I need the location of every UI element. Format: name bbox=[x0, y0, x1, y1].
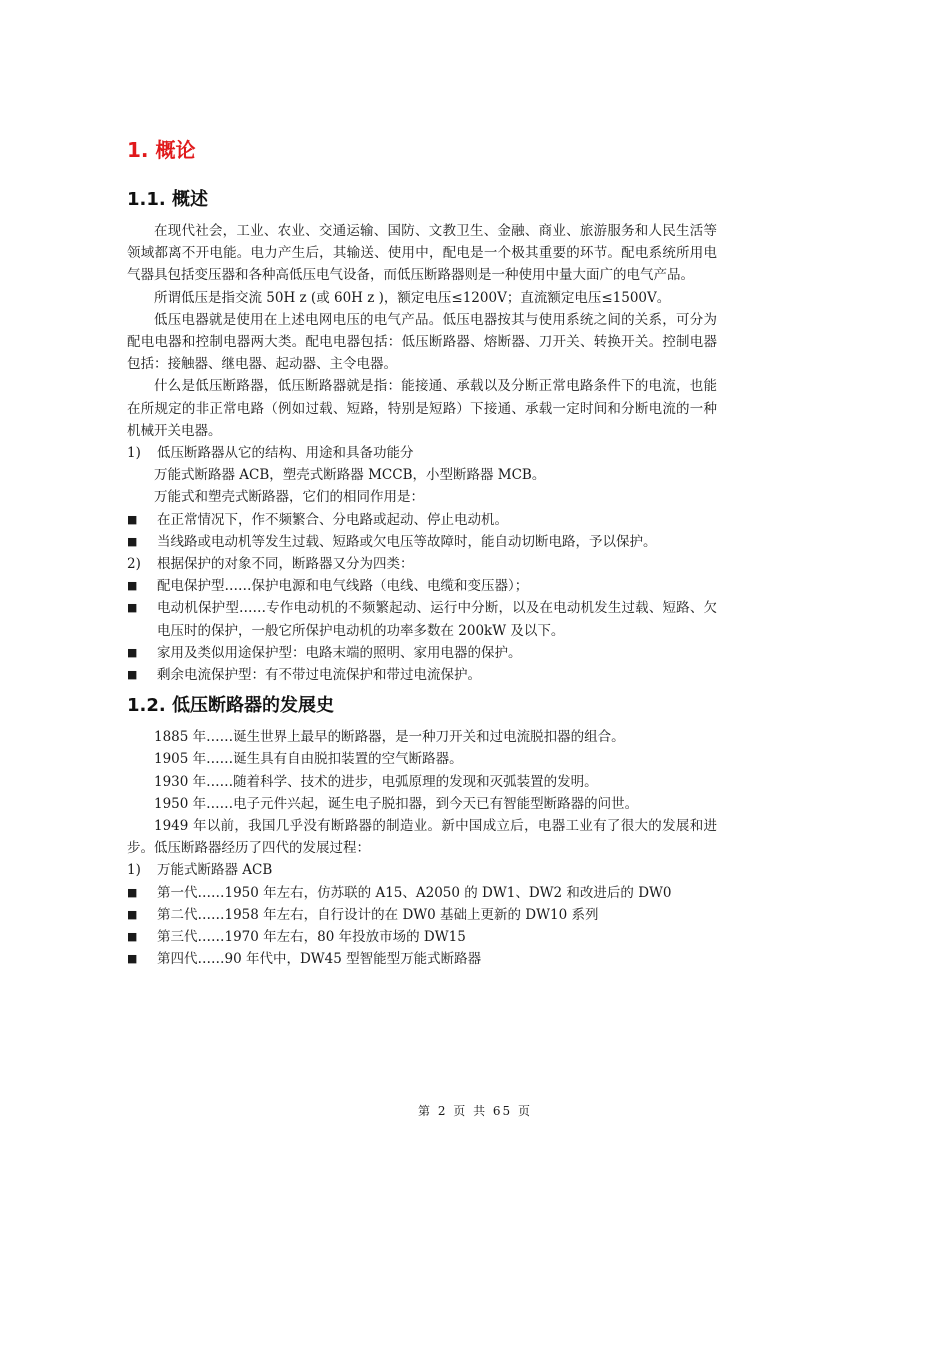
bullet-icon: ■ bbox=[127, 601, 138, 615]
bullet-item bbox=[127, 948, 717, 970]
chapter-title: 1. 概论 bbox=[127, 138, 196, 162]
bullet-icon: ■ bbox=[127, 512, 138, 526]
bullet-item bbox=[127, 509, 717, 531]
bullet-text: 当线路或电动机等发生过载、短路或欠电压等故障时，能自动切断电路，予以保护。 bbox=[157, 533, 657, 550]
bullet-item bbox=[127, 926, 717, 948]
bullet-icon: ■ bbox=[127, 930, 138, 944]
bullet-text: 配电保护型……保护电源和电气线路（电线、电缆和变压器）； bbox=[157, 578, 529, 595]
bullet-icon: ■ bbox=[127, 668, 138, 682]
bullet-text: 剩余电流保护型：有不带过电流保护和带过电流保护。 bbox=[157, 667, 481, 684]
bullet-item bbox=[127, 882, 717, 904]
paragraph: 低压电器就是使用在上述电网电压的电气产品。低压电器按其与使用系统之间的关系，可分为配电电器和控制电器两大类。配电电器包括：低压断路器、熔断器、刀开关、转换开关。控制电器包括：接触器、继电器、起动器、主令电器。 bbox=[127, 311, 717, 373]
paragraph: 什么是低压断路器，低压断路器就是指：能接通、承载以及分断正常电路条件下的电流，也能在所规定的非正常电路（例如过载、短路，特别是短路）下接通、承载一定时间和分断电流的一种机械开关电器。 bbox=[127, 378, 717, 439]
bullet-icon: ■ bbox=[127, 645, 138, 659]
list-number: 1) bbox=[127, 862, 141, 879]
history-entry: 1930 年……随着科学、技术的进步，电弧原理的发现和灭弧装置的发明。 bbox=[154, 773, 598, 790]
list-item-text: 根据保护的对象不同，断路器又分为四类： bbox=[157, 556, 414, 573]
numbered-item bbox=[127, 859, 717, 881]
page-content bbox=[127, 134, 717, 971]
bullet-text: 第二代……1958 年左右，自行设计的在 DW0 基础上更新的 DW10 系列 bbox=[157, 906, 599, 923]
list-number: 1) bbox=[127, 445, 141, 462]
list-item-text: 低压断路器从它的结构、用途和具备功能分 bbox=[157, 445, 414, 462]
bullet-item bbox=[127, 664, 717, 686]
bullet-icon: ■ bbox=[127, 579, 138, 593]
history-entry: 1950 年……电子元件兴起，诞生电子脱扣器，到今天已有智能型断路器的问世。 bbox=[154, 795, 639, 812]
history-entry: 1885 年……诞生世界上最早的断路器，是一种刀开关和过电流脱扣器的组合。 bbox=[154, 729, 625, 746]
bullet-icon: ■ bbox=[127, 907, 138, 921]
bullet-icon: ■ bbox=[127, 534, 138, 548]
paragraph: 所谓低压是指交流 50H z (或 60H z )，额定电压≤1200V；直流额定电压≤1500V。 bbox=[154, 289, 671, 306]
bullet-item bbox=[127, 575, 717, 597]
bullet-text: 第四代……90 年代中，DW45 型智能型万能式断路器 bbox=[157, 951, 482, 968]
bullet-item bbox=[127, 904, 717, 926]
numbered-item bbox=[127, 442, 717, 464]
bullet-text: 第一代……1950 年左右，仿苏联的 A15、A2050 的 DW1、DW2 和改进后的 DW0 bbox=[157, 884, 672, 901]
list-number: 2) bbox=[127, 556, 141, 573]
bullet-text: 第三代……1970 年左右，80 年投放市场的 DW15 bbox=[157, 929, 466, 946]
bullet-text: 在正常情况下，作不频繁合、分电路或起动、停止电动机。 bbox=[157, 511, 508, 528]
bullet-text: 电动机保护型……专作电动机的不频繁起动、运行中分断，以及在电动机发生过载、短路、欠电压时的保护，一般它所保护电动机的功率多数在 200kW 及以下。 bbox=[157, 600, 717, 639]
bullet-icon: ■ bbox=[127, 952, 138, 966]
history-entry: 1905 年……诞生具有自由脱扣装置的空气断路器。 bbox=[154, 751, 463, 768]
numbered-item bbox=[127, 553, 717, 575]
page-footer: 第 2 页 共 65 页 bbox=[418, 1104, 532, 1118]
bullet-item bbox=[127, 531, 717, 553]
paragraph: 1949 年以前，我国几乎没有断路器的制造业。新中国成立后，电器工业有了很大的发展和进步。低压断路器经历了四代的发展过程： bbox=[127, 818, 717, 857]
section-title-history: 1.2. 低压断路器的发展史 bbox=[127, 695, 334, 717]
paragraph: 万能式断路器 ACB，塑壳式断路器 MCCB，小型断路器 MCB。 bbox=[154, 467, 546, 484]
bullet-text: 家用及类似用途保护型：电路末端的照明、家用电器的保护。 bbox=[157, 644, 522, 661]
bullet-icon: ■ bbox=[127, 885, 138, 899]
list-item-text: 万能式断路器 ACB bbox=[157, 862, 273, 879]
bullet-item bbox=[127, 642, 717, 664]
paragraph: 万能式和塑壳式断路器，它们的相同作用是： bbox=[154, 489, 424, 506]
section-title-overview: 1.1. 概述 bbox=[127, 189, 208, 210]
paragraph: 在现代社会，工业、农业、交通运输、国防、文教卫生、金融、商业、旅游服务和人民生活等领域都离不开电能。电力产生后，其输送、使用中，配电是一个极其重要的环节。配电系统所用电气器具包括变压器和各种高低压电气设备，而低压断路器则是一种使用中量大面广的电气产品。 bbox=[127, 223, 717, 284]
bullet-item bbox=[127, 597, 717, 641]
